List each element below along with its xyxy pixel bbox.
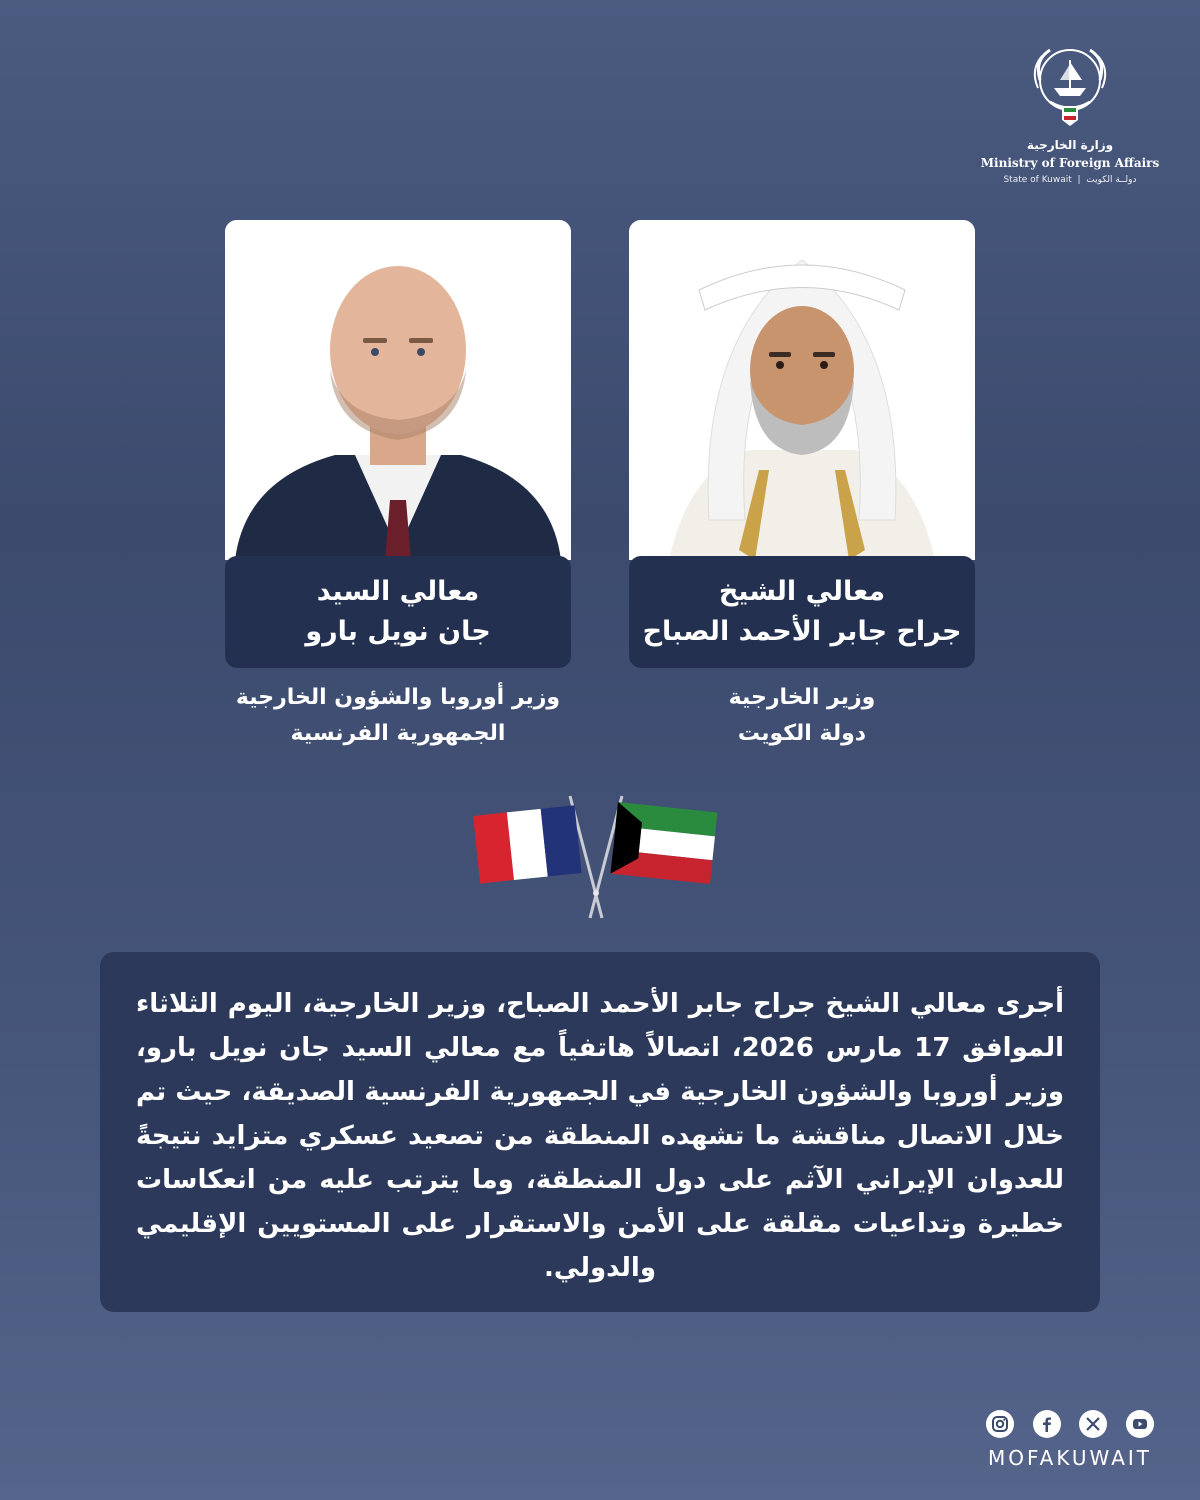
kuwait-role-line-1: وزير الخارجية: [728, 685, 876, 710]
french-minister-portrait-icon: [225, 220, 571, 560]
statement-text: أجرى معالي الشيخ جراح جابر الأحمد الصباح، وزير الخارجية، اليوم الثلاثاء الموافق 17 مارس 2026، اتصالاً هاتفياً مع معالي السيد جان نويل بارو، وزير أوروبا والشؤون الخارجية في الجمهورية الفرنسية الصديقة، حيث تم خلال الاتصال مناقشة ما تشهده المنطقة من تصعيد عسكري متزايد نتيجةً للعدوان الإيراني الآثم على دول المنطقة، وما يترتب عليه من انعكاسات خطيرة وتداعيات مقلقة على الأمن والاستقرار على المستويين الإقليمي والدولي.: [136, 989, 1064, 1283]
ministry-name-ar: وزارة الخارجية: [1026, 138, 1114, 152]
kuwait-flag-icon: [610, 802, 717, 884]
social-icons: [980, 1410, 1160, 1438]
france-minister-name: جان نويل بارو: [305, 616, 491, 647]
youtube-icon[interactable]: [1126, 1410, 1154, 1438]
france-minister-role: [205, 680, 591, 752]
state-line: State of Kuwait | دولــة الكويت: [1003, 175, 1137, 185]
social-footer: [980, 1410, 1160, 1470]
france-minister-photo: [225, 220, 571, 560]
kuwait-minister-title: معالي الشيخ: [718, 576, 886, 607]
kuwait-role-line-2: دولة الكويت: [737, 721, 867, 746]
kuwait-emblem-icon: [1024, 40, 1116, 132]
instagram-icon[interactable]: [986, 1410, 1014, 1438]
france-flag-icon: [473, 805, 582, 883]
france-minister-title: معالي السيد: [316, 576, 480, 607]
ministry-name-en: Ministry of Foreign Affairs: [980, 156, 1160, 170]
kuwait-minister-photo: [629, 220, 975, 560]
social-handle: MOFAKUWAIT: [987, 1446, 1153, 1470]
crossed-flags: [470, 792, 730, 922]
facebook-icon[interactable]: [1033, 1410, 1061, 1438]
kuwaiti-minister-portrait-icon: [629, 220, 975, 560]
france-minister-card: [225, 220, 571, 668]
france-role-line-2: الجمهورية الفرنسية: [290, 721, 506, 746]
state-name-ar: دولــة الكويت: [1086, 175, 1137, 185]
statement-panel: [100, 952, 1100, 1312]
kuwait-minister-name-box: [629, 556, 975, 668]
france-role-line-1: وزير أوروبا والشؤون الخارجية: [235, 685, 561, 710]
state-name-en: State of Kuwait: [1003, 175, 1072, 185]
kuwait-minister-role: [629, 680, 975, 752]
france-minister-name-box: [225, 556, 571, 668]
ministry-logo: [980, 40, 1160, 185]
x-icon[interactable]: [1079, 1410, 1107, 1438]
kuwait-minister-name: جراح جابر الأحمد الصباح: [642, 616, 962, 647]
kuwait-minister-card: [629, 220, 975, 668]
